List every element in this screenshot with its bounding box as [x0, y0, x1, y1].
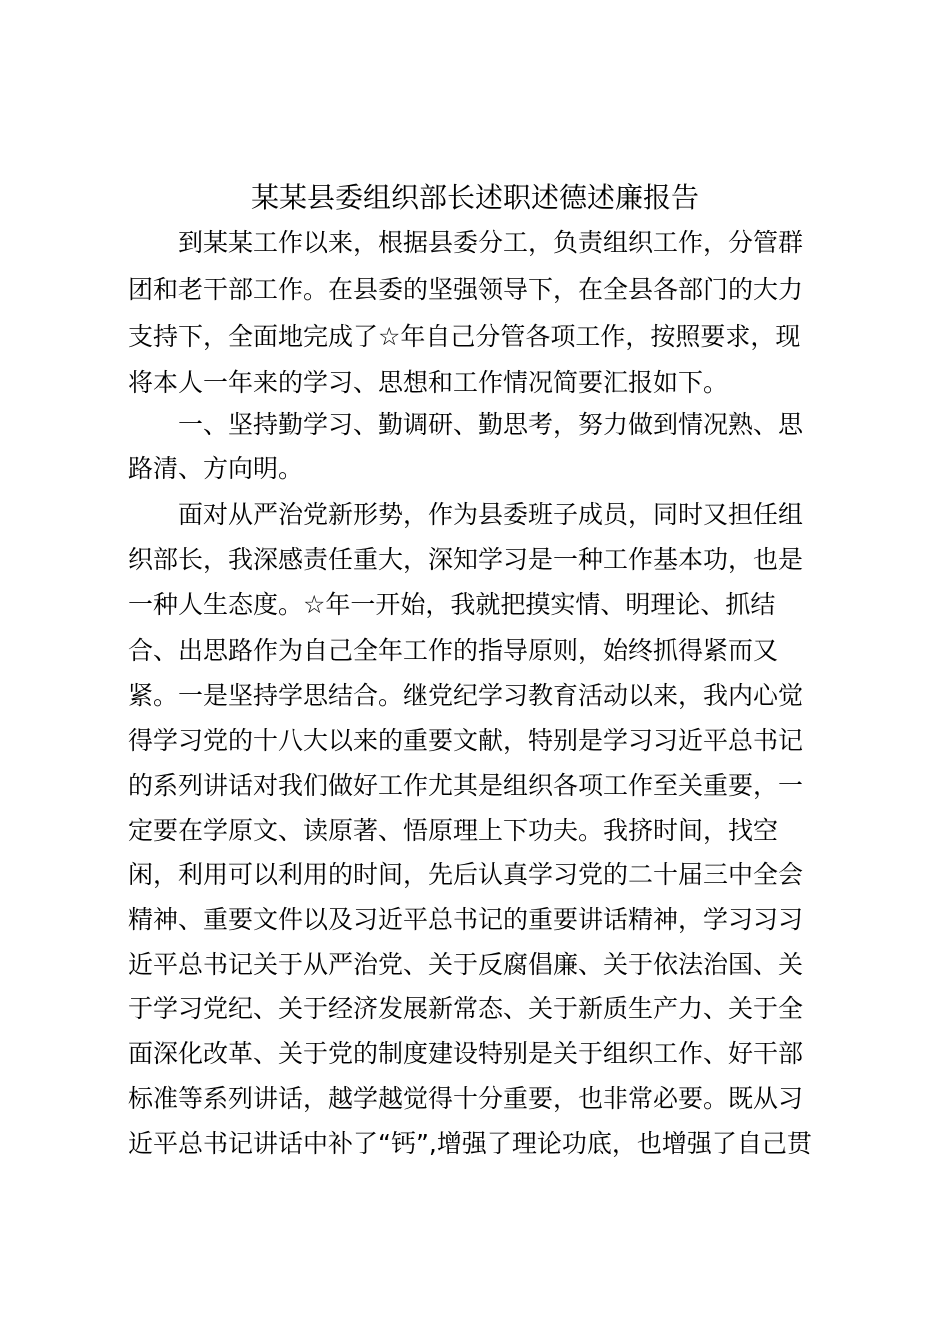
body-line: 紧。一是坚持学思结合。继党纪学习教育活动以来，我内心觉 — [128, 681, 804, 710]
section-heading-line: 路清、方向明。 — [128, 454, 304, 483]
body-line: 将本人一年来的学习、思想和工作情况简要汇报如下。 — [128, 368, 729, 397]
body-line: 标准等系列讲话，越学越觉得十分重要，也非常必要。既从习 — [128, 1084, 804, 1113]
body-line: 支持下，全面地完成了☆年自己分管各项工作，按照要求，现 — [128, 322, 801, 351]
body-line: 到某某工作以来，根据县委分工，负责组织工作，分管群 — [128, 228, 804, 257]
body-line: 面对从严治党新形势，作为县委班子成员，同时又担任组 — [128, 500, 804, 529]
body-line: 近平总书记关于从严治党、关于反腐倡廉、关于依法治国、关 — [128, 950, 804, 979]
body-line: 的系列讲话对我们做好工作尤其是组织各项工作至关重要，一 — [128, 771, 804, 800]
section-heading-line: 一、坚持勤学习、勤调研、勤思考，努力做到情况熟、思 — [128, 410, 804, 439]
body-line: 面深化改革、关于党的制度建设特别是关于组织工作、好干部 — [128, 1039, 804, 1068]
body-line: 一种人生态度。☆年一开始，我就把摸实情、明理论、抓结 — [128, 590, 776, 619]
body-line: 定要在学原文、读原著、悟原理上下功夫。我挤时间，找空 — [128, 816, 779, 845]
body-line: 织部长，我深感责任重大，深知学习是一种工作基本功，也是 — [128, 545, 804, 574]
body-line: 近平总书记讲话中补了“钙”,增强了理论功底，也增强了自己贯 — [128, 1129, 812, 1158]
body-line: 精神、重要文件以及习近平总书记的重要讲话精神，学习习习 — [128, 905, 804, 934]
body-line: 于学习党纪、关于经济发展新常态、关于新质生产力、关于全 — [128, 994, 804, 1023]
body-line: 合、出思路作为自己全年工作的指导原则，始终抓得紧而又 — [128, 636, 779, 665]
document-title: 某某县委组织部长述职述德述廉报告 — [250, 181, 699, 214]
body-line: 闲，利用可以利用的时间，先后认真学习党的二十届三中全会 — [128, 860, 804, 889]
body-line: 团和老干部工作。在县委的坚强领导下，在全县各部门的大力 — [128, 275, 804, 304]
body-line: 得学习党的十八大以来的重要文献，特别是学习习近平总书记 — [128, 726, 804, 755]
